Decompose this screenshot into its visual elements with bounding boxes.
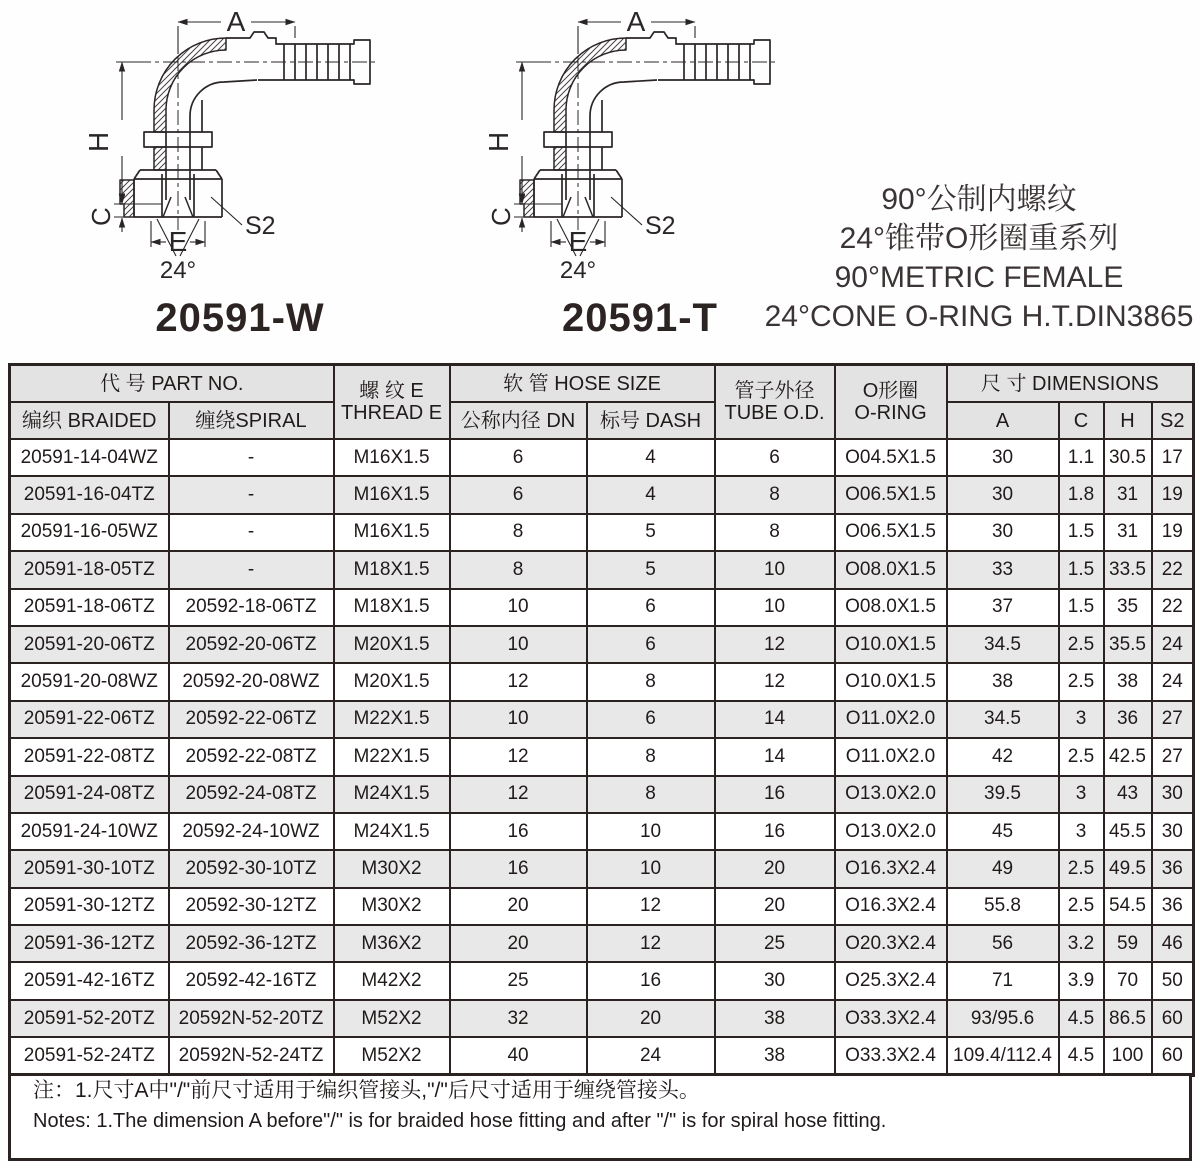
table-cell: 20591-16-04TZ — [10, 476, 169, 513]
table-cell: 20591-42-16TZ — [10, 962, 169, 999]
dim-label-s2: S2 — [645, 212, 676, 240]
header-dash: 标号 DASH — [587, 402, 715, 439]
table-cell: 14 — [715, 701, 835, 738]
table-cell: 27 — [1152, 738, 1194, 775]
table-cell: 27 — [1152, 701, 1194, 738]
table-cell: 3 — [1059, 701, 1104, 738]
table-cell: 34.5 — [947, 626, 1059, 663]
table-cell: 8 — [715, 476, 835, 513]
table-cell: O10.0X1.5 — [835, 663, 947, 700]
table-cell: 2.5 — [1059, 663, 1104, 700]
table-row — [10, 925, 1194, 962]
table-cell: 30.5 — [1104, 439, 1152, 476]
table-cell: M52X2 — [334, 1000, 450, 1037]
table-cell: 16 — [587, 962, 715, 999]
table-cell: 20 — [450, 925, 587, 962]
table-cell: 20592-24-08TZ — [169, 776, 334, 813]
table-cell: 38 — [715, 1000, 835, 1037]
table-row — [10, 888, 1194, 925]
table-cell: 71 — [947, 962, 1059, 999]
table-cell: 34.5 — [947, 701, 1059, 738]
table-cell: 86.5 — [1104, 1000, 1152, 1037]
table-cell: 12 — [450, 663, 587, 700]
table-cell: 60 — [1152, 1000, 1194, 1037]
table-row — [10, 701, 1194, 738]
table-header — [10, 365, 1194, 440]
table-cell: 1.5 — [1059, 551, 1104, 588]
table-cell: 10 — [715, 551, 835, 588]
table-cell: 30 — [947, 439, 1059, 476]
table-cell: 16 — [450, 813, 587, 850]
table-cell: O13.0X2.0 — [835, 813, 947, 850]
header-oring — [835, 365, 947, 440]
table-row — [10, 663, 1194, 700]
table-cell: 20591-18-06TZ — [10, 589, 169, 626]
table-cell: 16 — [715, 776, 835, 813]
table-cell: - — [169, 439, 334, 476]
table-cell: O06.5X1.5 — [835, 476, 947, 513]
table-cell: 20592-22-06TZ — [169, 701, 334, 738]
table-cell: O33.3X2.4 — [835, 1000, 947, 1037]
table-row — [10, 776, 1194, 813]
table-cell: 5 — [587, 514, 715, 551]
table-cell: 20 — [715, 850, 835, 887]
table-cell: 70 — [1104, 962, 1152, 999]
table-cell: 20592-22-08TZ — [169, 738, 334, 775]
note-line-en: Notes: 1.The dimension A before"/" is for braided hose fitting and after "/" is for spiral hose fitting. — [33, 1110, 887, 1132]
table-cell: 12 — [715, 663, 835, 700]
dim-label-s2: S2 — [245, 212, 276, 240]
table-cell: 3 — [1059, 776, 1104, 813]
table-cell: 30 — [947, 514, 1059, 551]
table-cell: 20592-30-10TZ — [169, 850, 334, 887]
table-row — [10, 589, 1194, 626]
table-cell: 1.1 — [1059, 439, 1104, 476]
table-cell: 93/95.6 — [947, 1000, 1059, 1037]
table-cell: 12 — [450, 776, 587, 813]
table-cell: 3.9 — [1059, 962, 1104, 999]
table-cell: 22 — [1152, 551, 1194, 588]
header-oring-en: O-RING — [854, 402, 927, 424]
table-cell: 33 — [947, 551, 1059, 588]
table-cell: 20591-14-04WZ — [10, 439, 169, 476]
table-cell: 20592-24-10WZ — [169, 813, 334, 850]
table-cell: 24 — [587, 1037, 715, 1075]
table-cell: 31 — [1104, 476, 1152, 513]
table-cell: O11.0X2.0 — [835, 701, 947, 738]
dim-label-angle: 24° — [559, 257, 597, 284]
fitting-drawing-braided — [18, 4, 383, 299]
table-cell: M22X1.5 — [334, 701, 450, 738]
table-cell: 56 — [947, 925, 1059, 962]
series-title-line-cn-1: 90°公制内螺纹 — [881, 183, 1077, 216]
table-cell: 2.5 — [1059, 850, 1104, 887]
dim-label-c: C — [486, 207, 516, 226]
table-cell: 12 — [587, 888, 715, 925]
header-oring-cn: O形圈 — [862, 380, 919, 402]
table-row — [10, 626, 1194, 663]
table-cell: 55.8 — [947, 888, 1059, 925]
table-cell: 2.5 — [1059, 738, 1104, 775]
table-cell: M22X1.5 — [334, 738, 450, 775]
table-row — [10, 439, 1194, 476]
table-cell: 24 — [1152, 626, 1194, 663]
table-cell: 10 — [450, 626, 587, 663]
table-cell: M52X2 — [334, 1037, 450, 1075]
table-cell: 2.5 — [1059, 888, 1104, 925]
table-cell: M42X2 — [334, 962, 450, 999]
table-cell: 19 — [1152, 514, 1194, 551]
table-cell: 20592N-52-24TZ — [169, 1037, 334, 1075]
fitting-drawing-spiral — [418, 4, 783, 299]
table-cell: 5 — [587, 551, 715, 588]
table-cell: 20591-16-05WZ — [10, 514, 169, 551]
table-row — [10, 738, 1194, 775]
table-cell: 1.8 — [1059, 476, 1104, 513]
table-cell: 8 — [587, 663, 715, 700]
table-cell: 4.5 — [1059, 1037, 1104, 1075]
table-cell: 6 — [587, 589, 715, 626]
table-cell: 30 — [1152, 813, 1194, 850]
table-cell: M16X1.5 — [334, 476, 450, 513]
table-cell: 20591-30-10TZ — [10, 850, 169, 887]
table-cell: 36 — [1152, 888, 1194, 925]
part-number-braided: 20591-W — [155, 296, 325, 340]
table-cell: 12 — [587, 925, 715, 962]
series-title — [758, 180, 1200, 336]
header-thread-cn: 螺 纹 E — [359, 380, 424, 402]
table-cell: 38 — [715, 1037, 835, 1075]
spec-table — [8, 363, 1195, 1077]
table-cell: 8 — [587, 776, 715, 813]
table-cell: 22 — [1152, 589, 1194, 626]
header-hose-size: 软 管 HOSE SIZE — [450, 365, 715, 403]
table-cell: 20591-30-12TZ — [10, 888, 169, 925]
table-cell: 20591-20-06TZ — [10, 626, 169, 663]
series-title-line-en-1: 90°METRIC FEMALE — [834, 261, 1124, 294]
table-cell: O20.3X2.4 — [835, 925, 947, 962]
table-cell: 35.5 — [1104, 626, 1152, 663]
table-cell: M18X1.5 — [334, 551, 450, 588]
table-cell: 36 — [1104, 701, 1152, 738]
table-cell: 3.2 — [1059, 925, 1104, 962]
table-cell: 4 — [587, 439, 715, 476]
table-cell: 36 — [1152, 850, 1194, 887]
header-dim-s2: S2 — [1152, 402, 1194, 439]
table-cell: 10 — [715, 589, 835, 626]
table-cell: 31 — [1104, 514, 1152, 551]
table-cell: 6 — [715, 439, 835, 476]
table-cell: M20X1.5 — [334, 626, 450, 663]
table-cell: M16X1.5 — [334, 439, 450, 476]
table-cell: 54.5 — [1104, 888, 1152, 925]
table-cell: 12 — [715, 626, 835, 663]
dim-label-h: H — [483, 131, 514, 152]
table-cell: 45.5 — [1104, 813, 1152, 850]
series-title-line-cn-2: 24°锥带O形圈重系列 — [839, 222, 1119, 255]
part-number-spiral: 20591-T — [562, 296, 718, 340]
table-cell: 30 — [715, 962, 835, 999]
table-cell: O16.3X2.4 — [835, 888, 947, 925]
table-cell: 39.5 — [947, 776, 1059, 813]
header-dn: 公称内径 DN — [450, 402, 587, 439]
table-cell: 37 — [947, 589, 1059, 626]
table-row — [10, 1000, 1194, 1037]
table-cell: 20591-24-08TZ — [10, 776, 169, 813]
table-row — [10, 514, 1194, 551]
notes-box — [8, 1073, 1192, 1161]
table-cell: 20591-22-08TZ — [10, 738, 169, 775]
table-cell: 49 — [947, 850, 1059, 887]
table-cell: 20592-42-16TZ — [169, 962, 334, 999]
table-cell: 20591-52-24TZ — [10, 1037, 169, 1075]
table-cell: 20591-52-20TZ — [10, 1000, 169, 1037]
header-tube-od — [715, 365, 835, 440]
table-cell: 45 — [947, 813, 1059, 850]
header-dim-h: H — [1104, 402, 1152, 439]
table-cell: 40 — [450, 1037, 587, 1075]
table-cell: O08.0X1.5 — [835, 589, 947, 626]
header-braided: 编织 BRAIDED — [10, 402, 169, 439]
table-cell: 14 — [715, 738, 835, 775]
dim-label-e: E — [568, 226, 588, 257]
table-cell: - — [169, 514, 334, 551]
table-cell: - — [169, 551, 334, 588]
table-cell: 4.5 — [1059, 1000, 1104, 1037]
table-cell: 33.5 — [1104, 551, 1152, 588]
table-cell: 10 — [450, 589, 587, 626]
dim-label-angle: 24° — [159, 257, 197, 284]
note-line-cn: 注：1.尺寸A中"/"前尺寸适用于编织管接头,"/"后尺寸适用于缠绕管接头。 — [33, 1079, 700, 1102]
header-dimensions: 尺 寸 DIMENSIONS — [947, 365, 1194, 403]
table-cell: 20592-18-06TZ — [169, 589, 334, 626]
table-cell: O25.3X2.4 — [835, 962, 947, 999]
header-part-no: 代 号 PART NO. — [10, 365, 334, 403]
dim-label-e: E — [168, 226, 188, 257]
table-cell: 46 — [1152, 925, 1194, 962]
table-row — [10, 1037, 1194, 1075]
table-cell: 6 — [450, 439, 587, 476]
table-cell: 8 — [715, 514, 835, 551]
table-cell: 6 — [450, 476, 587, 513]
header-tube-od-cn: 管子外径 — [734, 380, 815, 402]
table-cell: 43 — [1104, 776, 1152, 813]
table-cell: 42.5 — [1104, 738, 1152, 775]
table-cell: 12 — [450, 738, 587, 775]
table-cell: 1.5 — [1059, 514, 1104, 551]
table-row — [10, 476, 1194, 513]
table-cell: 3 — [1059, 813, 1104, 850]
header-dim-c: C — [1059, 402, 1104, 439]
table-cell: M36X2 — [334, 925, 450, 962]
table-cell: M16X1.5 — [334, 514, 450, 551]
table-cell: 10 — [450, 701, 587, 738]
table-cell: 6 — [587, 701, 715, 738]
table-cell: 60 — [1152, 1037, 1194, 1075]
header-thread — [334, 365, 450, 440]
table-cell: 32 — [450, 1000, 587, 1037]
header-thread-en: THREAD E — [340, 402, 443, 424]
table-cell: - — [169, 476, 334, 513]
dim-label-h: H — [83, 131, 114, 152]
table-cell: 24 — [1152, 663, 1194, 700]
table-cell: 38 — [1104, 663, 1152, 700]
table-cell: 8 — [587, 738, 715, 775]
table-cell: 20591-18-05TZ — [10, 551, 169, 588]
table-cell: M30X2 — [334, 888, 450, 925]
table-cell: 20591-24-10WZ — [10, 813, 169, 850]
table-cell: 42 — [947, 738, 1059, 775]
table-cell: 20 — [450, 888, 587, 925]
table-cell: 35 — [1104, 589, 1152, 626]
series-title-line-en-2: 24°CONE O-RING H.T.DIN3865 — [764, 300, 1194, 333]
table-cell: 17 — [1152, 439, 1194, 476]
table-cell: 20591-20-08WZ — [10, 663, 169, 700]
table-cell: O11.0X2.0 — [835, 738, 947, 775]
table-cell: 20592N-52-20TZ — [169, 1000, 334, 1037]
table-cell: 30 — [947, 476, 1059, 513]
table-cell: O10.0X1.5 — [835, 626, 947, 663]
table-row — [10, 551, 1194, 588]
table-cell: 49.5 — [1104, 850, 1152, 887]
table-cell: 8 — [450, 551, 587, 588]
table-cell: 38 — [947, 663, 1059, 700]
table-row — [10, 813, 1194, 850]
table-cell: 20 — [715, 888, 835, 925]
table-cell: O16.3X2.4 — [835, 850, 947, 887]
table-cell: O04.5X1.5 — [835, 439, 947, 476]
table-cell: 16 — [715, 813, 835, 850]
table-cell: 30 — [1152, 776, 1194, 813]
table-row — [10, 962, 1194, 999]
table-cell: 109.4/112.4 — [947, 1037, 1059, 1075]
table-row — [10, 850, 1194, 887]
dim-label-a: A — [226, 6, 246, 37]
table-cell: O33.3X2.4 — [835, 1037, 947, 1075]
table-cell: O13.0X2.0 — [835, 776, 947, 813]
table-cell: M24X1.5 — [334, 813, 450, 850]
table-cell: 4 — [587, 476, 715, 513]
table-cell: M20X1.5 — [334, 663, 450, 700]
table-cell: 20591-22-06TZ — [10, 701, 169, 738]
table-cell: 20592-36-12TZ — [169, 925, 334, 962]
header-spiral: 缠绕SPIRAL — [169, 402, 334, 439]
table-cell: 8 — [450, 514, 587, 551]
table-cell: 20592-20-06TZ — [169, 626, 334, 663]
header-tube-od-en: TUBE O.D. — [724, 402, 825, 424]
table-cell: 20592-30-12TZ — [169, 888, 334, 925]
table-cell: O06.5X1.5 — [835, 514, 947, 551]
table-cell: M24X1.5 — [334, 776, 450, 813]
table-cell: 20 — [587, 1000, 715, 1037]
table-cell: M30X2 — [334, 850, 450, 887]
table-cell: M18X1.5 — [334, 589, 450, 626]
table-cell: 100 — [1104, 1037, 1152, 1075]
dim-label-a: A — [626, 6, 646, 37]
table-cell: 6 — [587, 626, 715, 663]
table-cell: O08.0X1.5 — [835, 551, 947, 588]
table-cell: 25 — [715, 925, 835, 962]
header-dim-a: A — [947, 402, 1059, 439]
table-cell: 20592-20-08WZ — [169, 663, 334, 700]
table-cell: 1.5 — [1059, 589, 1104, 626]
dim-label-c: C — [86, 207, 116, 226]
table-cell: 10 — [587, 850, 715, 887]
table-cell: 2.5 — [1059, 626, 1104, 663]
table-cell: 59 — [1104, 925, 1152, 962]
table-cell: 19 — [1152, 476, 1194, 513]
table-cell: 20591-36-12TZ — [10, 925, 169, 962]
table-cell: 25 — [450, 962, 587, 999]
table-cell: 50 — [1152, 962, 1194, 999]
table-cell: 10 — [587, 813, 715, 850]
table-body — [10, 439, 1194, 1075]
table-cell: 16 — [450, 850, 587, 887]
